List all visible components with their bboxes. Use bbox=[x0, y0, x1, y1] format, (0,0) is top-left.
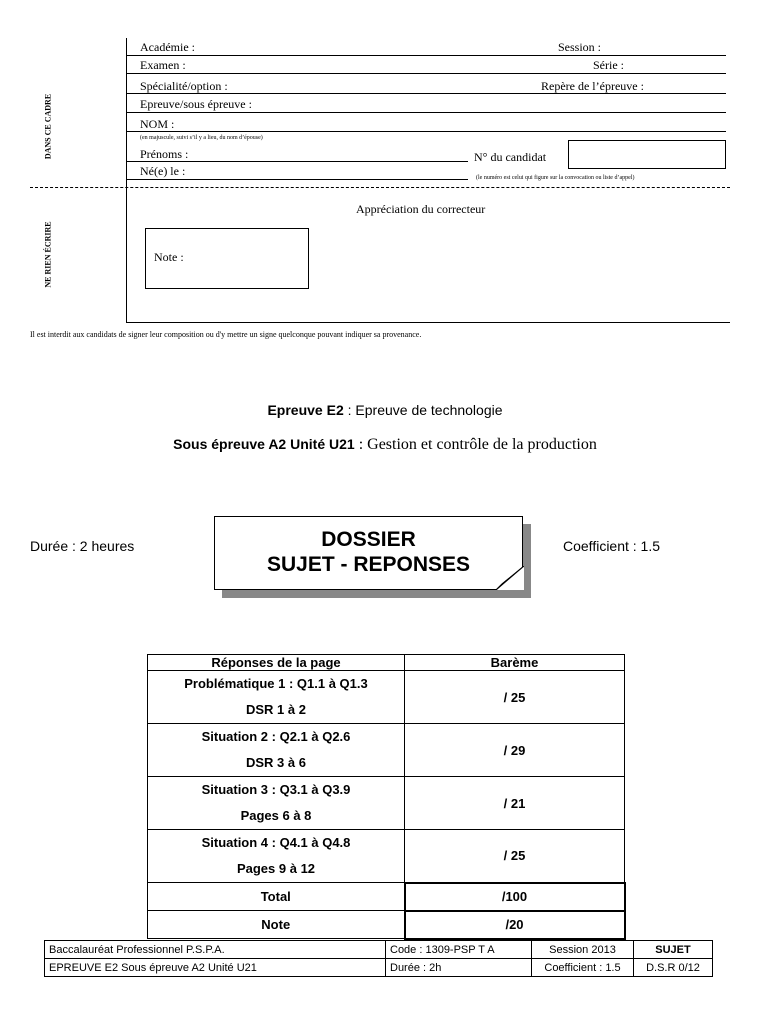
footer-code: Code : 1309-PSP T A bbox=[386, 941, 532, 959]
prenoms-label: Prénoms : bbox=[140, 147, 189, 161]
academie-label: Académie : bbox=[140, 40, 195, 54]
footer-epreuve: EPREUVE E2 Sous épreuve A2 Unité U21 bbox=[45, 959, 386, 977]
frame-vertical-line bbox=[126, 38, 127, 322]
candidat-label: N° du candidat bbox=[474, 150, 547, 164]
note-label: Note : bbox=[154, 250, 184, 264]
frame-bottom-line bbox=[126, 322, 730, 323]
interdit-notice: Il est interdit aux candidats de signer leur composition ou d'y mettre un signe quelconque pouvant indiquer sa provenance. bbox=[30, 330, 422, 339]
footer-table bbox=[44, 940, 713, 977]
coefficient-label: Coefficient : 1.5 bbox=[563, 538, 661, 554]
side-label-dans-ce-cadre: DANS CE CADRE bbox=[43, 93, 53, 160]
scores-table bbox=[147, 654, 626, 940]
cut-line bbox=[30, 187, 730, 188]
session-label: Session : bbox=[558, 40, 602, 54]
examen-label: Examen : bbox=[140, 58, 186, 72]
candidat-number-box bbox=[568, 140, 726, 169]
table-row: Situation 2 : Q2.1 à Q2.6 DSR 3 à 6 / 29 bbox=[148, 724, 625, 777]
sous-epreuve-title: Sous épreuve A2 Unité U21 : Gestion et contrôle de la production bbox=[173, 436, 597, 453]
nom-label: NOM : bbox=[140, 117, 175, 131]
footer-bac: Baccalauréat Professionnel P.S.P.A. bbox=[45, 941, 386, 959]
note-label-cell: Note bbox=[148, 911, 405, 939]
scores-header-right: Barème bbox=[405, 655, 625, 671]
dossier-box bbox=[214, 516, 523, 590]
appreciation-label: Appréciation du correcteur bbox=[356, 202, 486, 216]
candidat-hint: (le numéro est celui qui figure sur la convocation ou liste d’appel) bbox=[476, 175, 635, 181]
page-fold-icon bbox=[496, 566, 524, 590]
nom-hint: (en majuscule, suivi s’il y a lieu, du nom d’épouse) bbox=[140, 135, 263, 141]
scores-header-row bbox=[148, 655, 625, 671]
scores-header-left: Réponses de la page bbox=[148, 655, 405, 671]
footer-dsr: D.S.R 0/12 bbox=[634, 959, 713, 977]
table-row: Problématique 1 : Q1.1 à Q1.3 DSR 1 à 2 / 25 bbox=[148, 671, 625, 724]
total-label: Total bbox=[148, 883, 405, 911]
side-label-ne-rien-ecrire: NE RIEN ÉCRIRE bbox=[43, 221, 53, 288]
duree-label: Durée : 2 heures bbox=[30, 538, 135, 554]
footer-coefficient: Coefficient : 1.5 bbox=[532, 959, 634, 977]
dossier-line2: SUJET - REPONSES bbox=[266, 553, 471, 576]
table-row: Situation 3 : Q3.1 à Q3.9 Pages 6 à 8 / 21 bbox=[148, 777, 625, 830]
dossier-line1: DOSSIER bbox=[321, 528, 416, 551]
note-box bbox=[145, 228, 309, 289]
table-row: Situation 4 : Q4.1 à Q4.8 Pages 9 à 12 / 25 bbox=[148, 830, 625, 883]
serie-label: Série : bbox=[593, 58, 624, 72]
footer-duree: Durée : 2h bbox=[386, 959, 532, 977]
note-value: /20 bbox=[405, 911, 625, 939]
specialite-label: Spécialité/option : bbox=[140, 79, 228, 93]
total-row bbox=[148, 883, 625, 911]
epreuve-label: Epreuve/sous épreuve : bbox=[140, 97, 252, 111]
footer-session: Session 2013 bbox=[532, 941, 634, 959]
ne-le-label: Né(e) le : bbox=[140, 164, 186, 178]
footer-sujet: SUJET bbox=[634, 941, 713, 959]
repere-label: Repère de l’épreuve : bbox=[541, 79, 644, 93]
total-value: /100 bbox=[405, 883, 625, 911]
note-row bbox=[148, 911, 625, 939]
epreuve-title: Epreuve E2 : Epreuve de technologie bbox=[267, 402, 503, 418]
